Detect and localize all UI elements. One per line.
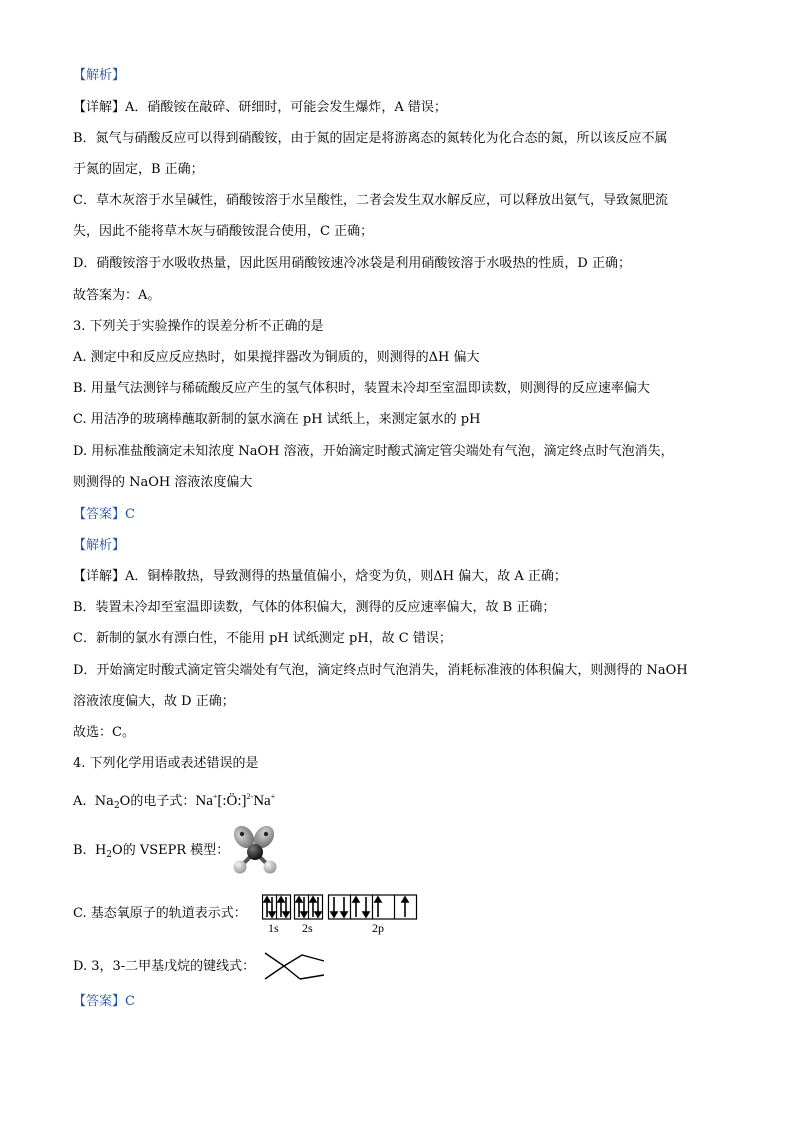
detail-line: C．草木灰溶于水呈碱性，硝酸铵溶于水呈酸性，二者会发生双水解反应，可以释放出氨气，导致氮肥流: [73, 193, 668, 208]
detail-line: D．开始滴定时酸式滴定管尖端处有气泡，滴定终点时气泡消失，消耗标准液的体积偏大，则测得的 NaOH: [73, 663, 688, 678]
question-4-option-d: D. 3，3-二甲基戊烷的键线式：: [73, 959, 256, 974]
vsepr-model-image: [228, 824, 284, 876]
question-3-option-d: D. 用标准盐酸滴定未知浓度 NaOH 溶液，开始滴定时酸式滴定管尖端处有气泡，滴定终点时气泡消失，: [73, 444, 674, 459]
question-4-title: 4. 下列化学用语或表述错误的是: [73, 756, 259, 771]
detail-line: D．硝酸铵溶于水吸收热量，因此医用硝酸铵速冷冰袋是利用硝酸铵溶于水吸热的性质，D 正确；: [73, 256, 631, 271]
formula-na: Na: [94, 794, 114, 809]
section-analysis-label: 【解析】: [73, 68, 126, 83]
electron-formula: Na+[:Ö:]$^{2-}$Na+: [195, 792, 276, 809]
question-4-option-b: B. $H_2O$的 VSEPR 模型：: [73, 843, 230, 860]
detail-line: 于氮的固定，B 正确；: [73, 162, 204, 177]
orbital-label-1s: 1s: [268, 921, 279, 935]
detail-line: 【详解】A．硝酸铵在敲碎、研细时，可能会发生爆炸，A 错误；: [73, 100, 447, 115]
detail-line: C．新制的氯水有漂白性，不能用 pH 试纸测定 pH，故 C 错误；: [73, 631, 452, 646]
question-3-title: 3. 下列关于实验操作的误差分析不正确的是: [73, 319, 324, 334]
answer-summary: 故选：C。: [73, 725, 135, 740]
answer-label: 【答案】C: [73, 994, 135, 1009]
answer-label: 【答案】C: [73, 507, 135, 522]
question-4-option-c: C. 基态氧原子的轨道表示式：: [73, 906, 247, 921]
skeletal-formula: [262, 951, 328, 981]
orbital-label-2s: 2s: [302, 921, 313, 935]
detail-line: 失，因此不能将草木灰与硝酸铵混合使用，C 正确；: [73, 224, 374, 239]
question-3-option-d-cont: 则测得的 NaOH 溶液浓度偏大: [73, 475, 253, 490]
orbital-label-2p: 2p: [372, 921, 384, 935]
section-analysis-label: 【解析】: [73, 538, 126, 553]
detail-line: 溶液浓度偏大，故 D 正确；: [73, 694, 235, 709]
question-3-option-c: C. 用洁净的玻璃棒蘸取新制的氯水滴在 pH 试纸上，来测定氯水的 pH: [73, 412, 481, 427]
detail-line: B．装置未冷却至室温即读数，气体的体积偏大，测得的反应速率偏大，故 B 正确；: [73, 600, 556, 615]
question-3-option-a: A. 测定中和反应反应热时，如果搅拌器改为铜质的，则测得的ΔH 偏大: [73, 350, 480, 365]
question-3-option-b: B. 用量气法测锌与稀硫酸反应产生的氢气体积时，装置未冷却至室温即读数，则测得的反应速率偏大: [73, 381, 650, 396]
detail-line: 【详解】A．铜棒散热，导致测得的热量值偏小，焓变为负，则ΔH 偏大，故 A 正确；: [73, 569, 567, 584]
orbital-diagram: [262, 893, 420, 923]
detail-line: B．氮气与硝酸反应可以得到硝酸铵，由于氮的固定是将游离态的氮转化为化合态的氮，所以该反应不属: [73, 131, 668, 146]
answer-summary: 故答案为：A。: [73, 288, 161, 303]
question-4-option-a: A. $Na_2O$的电子式：Na+[:Ö:]$^{2-}$Na+: [73, 792, 276, 811]
